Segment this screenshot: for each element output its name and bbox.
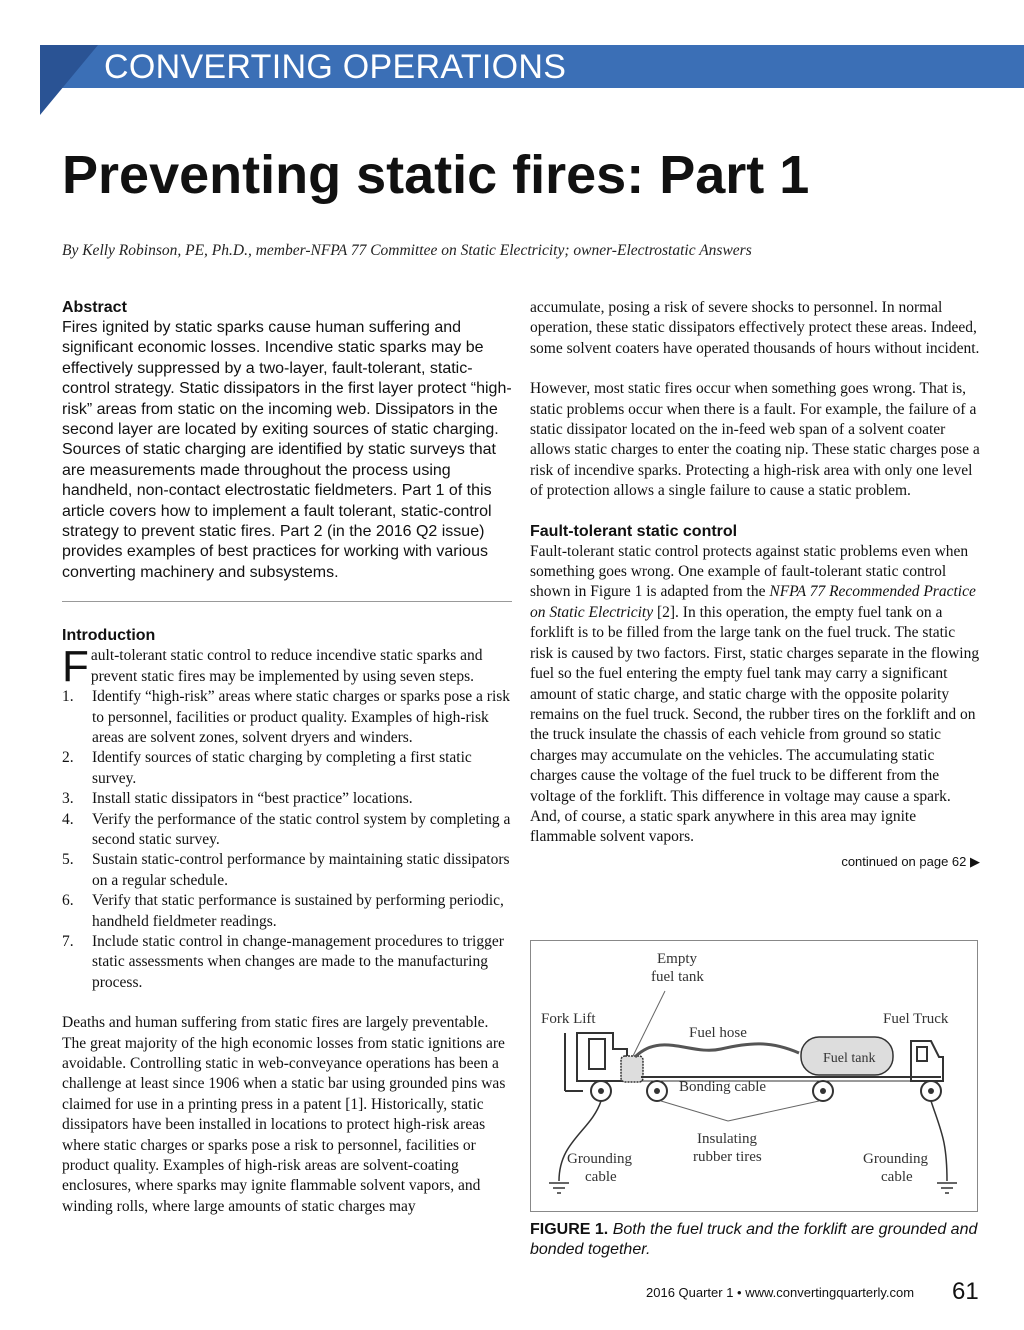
right-paragraph-3: [530, 542, 980, 848]
label-cable-right: cable: [881, 1169, 913, 1185]
list-item: [62, 932, 512, 993]
drop-cap: F: [62, 642, 89, 692]
list-item: [62, 687, 512, 748]
introduction-lead-text: ault-tolerant static control to reduce incendive static sparks and prevent static fires may be implemented by using seven steps.: [90, 647, 483, 685]
list-text: Include static control in change-management procedures to trigger static assessments when changes are made to the manufacturing process.: [92, 932, 504, 991]
footer-text: 2016 Quarter 1 • www.convertingquarterly.com: [646, 1285, 915, 1300]
list-text: Identify sources of static charging by completing a first static survey.: [92, 749, 472, 787]
list-text: Identify “high-risk” areas where static charges or sparks pose a risk to personnel, facilities or product quality. Examples of high-risk areas are solvent zones, solvent dryers and winders.: [92, 688, 511, 746]
label-fuel-tank-empty: fuel tank: [651, 969, 704, 985]
section-divider: [62, 601, 512, 602]
figure-1: [530, 940, 978, 1212]
fuel-hose: [635, 1044, 799, 1057]
list-number: 3.: [62, 790, 74, 808]
list-number: 4.: [62, 810, 74, 828]
page-number: 61: [952, 1278, 979, 1305]
banner-fold-decoration: [40, 45, 98, 115]
grounding-cable-right: [931, 1101, 947, 1181]
list-text: Verify the performance of the static control system by completing a second static survey.: [92, 810, 511, 848]
list-text: Install static dissipators in “best practice” locations.: [92, 790, 413, 808]
right-column: [530, 298, 980, 870]
label-insulating: Insulating: [697, 1131, 757, 1147]
fueling-diagram: [531, 941, 977, 1211]
right-paragraph-2: However, most static fires occur when something goes wrong. That is, static problems occur when there is a fault. For example, the failure of a static dissipator located on the in-feed web span of a solvent coater allows static charges to enter the coating nip. These static charges pose a risk of incendive sparks. Protecting a high-risk area with only one level of protection allows a single failure to cause a static problem.: [530, 380, 980, 500]
list-text: Verify that static performance is sustained by performing periodic, handheld fieldmeter readings.: [92, 892, 504, 930]
list-text: Sustain static-control performance by maintaining static dissipators on a regular schedule.: [92, 851, 510, 889]
abstract-text: Fires ignited by static sparks cause human suffering and significant economic losses. Incendive static sparks may be effectively suppressed by a two-layer, fault-tolerant, static-control strategy. Static dissipators in the first layer protect “high-risk” areas from static on the incoming web. Dissipators in the second layer are located by exiting sources of static charging. Sources of static charging are identified by static surveys that are measurements made throughout the process using handheld, non-contact electrostatic fieldmeters. Part 1 of this article covers how to implement a fault tolerant, static-control strategy to prevent static fires. Part 2 (in the 2016 Q2 issue) provides examples of best practices for working with various converting machinery and subsystems.: [62, 319, 512, 581]
list-number: 2.: [62, 749, 74, 767]
list-item: [62, 850, 512, 891]
list-number: 1.: [62, 688, 74, 706]
list-item: [62, 891, 512, 932]
paragraph-text: Fault-tolerant static control protects against static problems even when something goes wrong. One example of fault-tolerant static control shown in Figure 1 is adapted from the: [530, 542, 969, 601]
list-item: [62, 748, 512, 789]
label-fuel-hose: Fuel hose: [689, 1025, 747, 1041]
steps-list: [62, 687, 512, 993]
list-item: [62, 789, 512, 809]
caption-label: FIGURE 1.: [530, 1221, 609, 1238]
section-title: CONVERTING OPERATIONS: [104, 48, 567, 86]
reference-title: NFPA 77 Recommended Practice on Static Electricity: [530, 583, 976, 621]
label-fork-lift: Fork Lift: [541, 1011, 596, 1027]
label-grounding-left: Grounding: [567, 1151, 632, 1167]
caption-text: Both the fuel truck and the forklift are grounded and bonded together.: [530, 1221, 978, 1258]
introduction-lead: [62, 642, 512, 692]
empty-fuel-tank: [621, 1056, 643, 1082]
fault-tolerant-heading: Fault-tolerant static control: [530, 522, 738, 540]
introduction-heading: Introduction: [62, 627, 156, 645]
left-column: [62, 298, 512, 1217]
figure-caption: [530, 1220, 980, 1260]
label-fuel-tank: Fuel tank: [823, 1051, 876, 1066]
byline: By Kelly Robinson, PE, Ph.D., member-NFPA 77 Committee on Static Electricity; owner-Electrostatic Answers: [62, 242, 752, 259]
list-item: [62, 810, 512, 851]
label-grounding-right: Grounding: [863, 1151, 928, 1167]
list-number: 6.: [62, 892, 74, 910]
list-number: 7.: [62, 932, 74, 950]
label-empty: Empty: [657, 951, 697, 967]
label-bonding-cable: Bonding cable: [679, 1079, 767, 1095]
article-title: Preventing static fires: Part 1: [62, 145, 810, 205]
fuel-truck: [911, 1041, 943, 1081]
right-paragraph-1: accumulate, posing a risk of severe shocks to personnel. In normal operation, these static dissipators effectively protect these areas. Indeed, some solvent coaters have operated thousands of hours without incident.: [530, 299, 980, 357]
list-number: 5.: [62, 851, 74, 869]
label-fuel-truck: Fuel Truck: [883, 1011, 949, 1027]
label-cable-left: cable: [585, 1169, 617, 1185]
continued-link[interactable]: continued on page 62 ▶: [841, 853, 980, 869]
abstract-heading: Abstract: [62, 299, 127, 316]
label-rubber-tires: rubber tires: [693, 1149, 762, 1165]
paragraph-text: [2]. In this operation, the empty fuel tank on a forklift is to be filled from the large tank on the fuel truck. The static risk is caused by two factors. First, static charges separate in the flowing fuel so the fuel entering the empty fuel tank may carry a significant amount of static charge, and static charge with the opposite polarity remains on the fuel truck. Second, the rubber tires on the forklift and on the truck insulate the chassis of each vehicle from ground so static charges may accumulate on the vehicles. The accumulating static charges cause the voltage of the fuel truck to be different from the voltage of the forklift. This difference in voltage may cause a spark. And, of course, a static spark anywhere in this area may ignite flammable solvent vapors.: [530, 603, 980, 846]
introduction-closing: Deaths and human suffering from static fires are largely preventable. The great majority of the high economic losses from static ignitions are avoidable. Controlling static in web-conveyance operations has been a challenge at least since 1906 when a static bar using grounded pins was claimed for use in a printing press in a patent [1]. Historically, static dissipators have been installed in locations to protect high-risk areas where static charges or sparks pose a risk to personnel, facilities or product quality. Examples of high-risk areas are solvent-coating enclosures, where sparks may ignite flammable solvent vapors, and winding rolls, where large amounts of static charges may: [62, 1014, 506, 1215]
